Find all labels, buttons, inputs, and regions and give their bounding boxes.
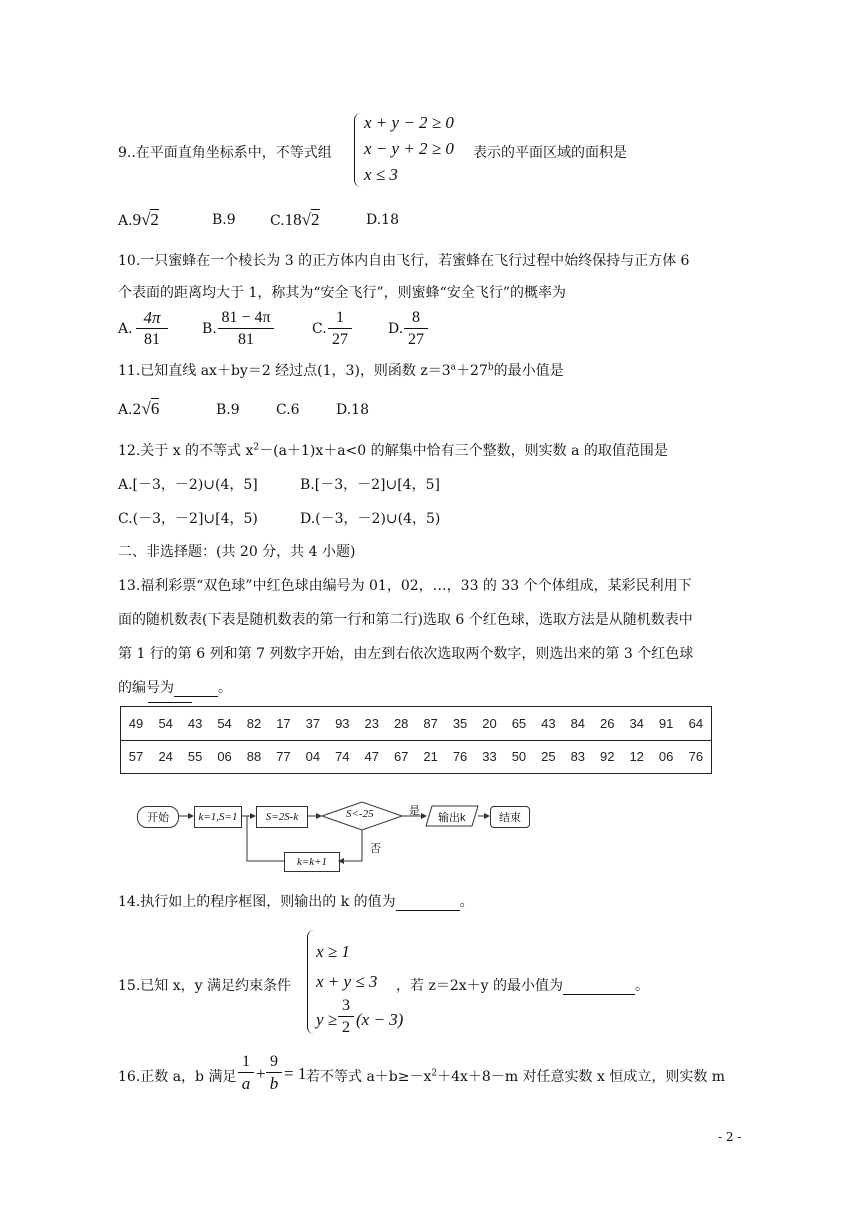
q9-option-b: B.9 [212, 212, 236, 228]
sqrt-symbol: √ [141, 399, 151, 418]
table-cell: 06 [651, 740, 680, 774]
table-cell: 33 [475, 740, 504, 774]
table-cell: 91 [651, 707, 680, 741]
table-cell: 35 [445, 707, 474, 741]
page-number: - 2 - [718, 1130, 742, 1144]
table-cell: 76 [445, 740, 474, 774]
q10-option-c-label: C. [312, 321, 327, 337]
table-cell: 28 [386, 707, 415, 741]
q9-stem-suffix: 表示的平面区域的面积是 [473, 145, 627, 161]
flow-update: S=2S-k [256, 806, 308, 828]
table-cell: 76 [681, 740, 712, 774]
answer-blank [396, 894, 460, 911]
table-cell: 83 [563, 740, 592, 774]
table-cell: 54 [210, 707, 239, 741]
table-cell: 93 [328, 707, 357, 741]
q11-option-d: D.18 [336, 402, 369, 418]
table-cell: 06 [210, 740, 239, 774]
table-cell: 64 [681, 707, 712, 741]
q15-stem-prefix: 15.已知 x，y 满足约束条件 [118, 978, 291, 994]
q10-option-d-label: D. [388, 321, 404, 337]
flow-end: 结束 [490, 806, 530, 828]
flow-output-label: 输出k [438, 812, 466, 824]
q15-constraint-3-lhs: y ≥ [316, 1010, 338, 1029]
q10-option-d-fraction: $\frac{8}{27}$ [404, 308, 428, 351]
q16-equals: = 1 [284, 1064, 307, 1083]
flow-init: k=1,S=1 [194, 806, 242, 828]
random-number-table [120, 706, 712, 774]
table-cell: 20 [475, 707, 504, 741]
table-cell: 25 [534, 740, 563, 774]
table-cell: 17 [269, 707, 298, 741]
q16-stem-prefix: 16.正数 a，b 满足 [118, 1069, 237, 1085]
table-cell: 43 [180, 707, 209, 741]
table-cell: 43 [534, 707, 563, 741]
table-cell: 74 [328, 740, 357, 774]
q12-option-d: D.(－3，－2)∪(4，5) [300, 511, 441, 527]
q9-brace [354, 113, 361, 187]
table-row [121, 707, 712, 741]
table-cell: 88 [239, 740, 268, 774]
table-cell: 21 [416, 740, 445, 774]
flow-start: 开始 [137, 806, 179, 828]
q15-stem: ，若 z＝2x＋y 的最小值为 。 [396, 978, 649, 994]
q15-constraint-3-rhs: (x − 3) [356, 1010, 404, 1029]
table-cell: 67 [386, 740, 415, 774]
sqrt-symbol: √ [301, 210, 312, 229]
table-cell: 26 [593, 707, 622, 741]
flow-increment: k=k+1 [284, 852, 340, 872]
table-cell: 82 [239, 707, 268, 741]
table-cell: 50 [504, 740, 533, 774]
q9-option-d: D.18 [366, 212, 399, 228]
table-cell: 34 [622, 707, 651, 741]
q10-option-a-label: A. [118, 321, 133, 337]
answer-blank [563, 978, 635, 995]
flow-arrow [339, 830, 362, 861]
q11-option-b: B.9 [216, 402, 240, 418]
q11-option-c: C.6 [276, 402, 300, 418]
q15-constraint-3-fraction: $\frac{3}{2}$ [338, 996, 354, 1039]
table-cell: 92 [593, 740, 622, 774]
q13-line-1: 13.福利彩票“双色球”中红色球由编号为 01，02，…，33 的 33 个个体组成，某彩民利用下 [118, 578, 692, 594]
q10-option-c-fraction: $\frac{1}{27}$ [328, 308, 352, 351]
q12-option-a: A.[－3，－2)∪(4，5] [118, 477, 258, 493]
q10-line-1: 10.一只蜜蜂在一个棱长为 3 的正方体内自由飞行，若蜜蜂在飞行过程中始终保持与正方体 6 [118, 253, 690, 269]
q16-fraction-2: $\frac{9}{b}$ [266, 1052, 282, 1095]
table-cell: 49 [121, 707, 151, 741]
table-cell: 77 [269, 740, 298, 774]
q12-stem: 12.关于 x 的不等式 $x^2-(a+1)x+a<0$ 的解集中恰有三个整数，则实数 a 的取值范围是 [118, 442, 668, 459]
q10-option-a-fraction: $\frac{4\pi}{81}$ [136, 308, 168, 351]
q13-line-3: 第 1 行的第 6 列和第 7 列数字开始，由左到右依次选取两个数字，则选出来的第 3 个红色球 [118, 646, 694, 662]
q16-fraction-1: $\frac{1}{a}$ [238, 1052, 254, 1095]
q12-option-c: C.(－3，－2]∪[4，5) [118, 511, 258, 527]
q9-ineq-3: x ≤ 3 [364, 165, 398, 184]
q15-constraint-2: x + y ≤ 3 [316, 972, 378, 991]
decorative-rule [148, 702, 192, 703]
answer-blank [174, 680, 218, 697]
flow-cond-label: S<-25 [346, 808, 374, 820]
table-cell: 37 [298, 707, 327, 741]
flow-yes-label: 是 [409, 805, 420, 817]
q9-option-a: A.9√2 [118, 210, 159, 229]
q9-ineq-1: x + y − 2 ≥ 0 [364, 113, 454, 132]
q13-line-4: 的编号为 。 [118, 680, 232, 696]
q15-constraint-1: x ≥ 1 [316, 942, 350, 961]
q11-stem: 11.已知直线 ax＋by＝2 经过点(1，3)，则函数 $z=3^a+27^b$的最小值是 [118, 362, 564, 379]
q10-option-b-label: B. [202, 321, 217, 337]
table-row [121, 740, 712, 774]
table-cell: 54 [151, 707, 180, 741]
table-cell: 47 [357, 740, 386, 774]
table-cell: 84 [563, 707, 592, 741]
sqrt-symbol: √ [141, 210, 151, 229]
q10-option-b-fraction: $\frac{81 - 4\pi}{81}$ [218, 308, 274, 351]
q15-brace [307, 930, 314, 1034]
q9-option-c: C.18√2 [270, 210, 320, 229]
section-heading: 二、非选择题：(共 20 分，共 4 小题) [118, 544, 356, 560]
table-cell: 04 [298, 740, 327, 774]
table-cell: 57 [121, 740, 151, 774]
table-cell: 55 [180, 740, 209, 774]
q13-line-2: 面的随机数表(下表是随机数表的第一行和第二行)选取 6 个红色球，选取方法是从随机数表中 [118, 612, 693, 628]
q11-option-a: A.2√6 [118, 399, 160, 418]
table-cell: 23 [357, 707, 386, 741]
table-cell: 65 [504, 707, 533, 741]
q10-line-2: 个表面的距离均大于 1，称其为“安全飞行”，则蜜蜂“安全飞行”的概率为 [118, 285, 566, 301]
q12-option-b: B.[－3，－2]∪[4，5] [300, 477, 440, 493]
table-cell: 24 [151, 740, 180, 774]
q9-stem-prefix: 9..在平面直角坐标系中，不等式组 [118, 145, 332, 161]
q16-stem: 若不等式 $a+b\ge-x^2+4x+8-m$ 对任意实数 x 恒成立，则实数 m [306, 1068, 726, 1085]
table-cell: 12 [622, 740, 651, 774]
table-cell: 87 [416, 707, 445, 741]
q14-stem: 14.执行如上的程序框图，则输出的 k 的值为 。 [118, 894, 474, 910]
flow-no-label: 否 [370, 843, 381, 855]
q9-ineq-2: x − y + 2 ≥ 0 [364, 139, 454, 158]
q16-plus: + [256, 1064, 266, 1083]
